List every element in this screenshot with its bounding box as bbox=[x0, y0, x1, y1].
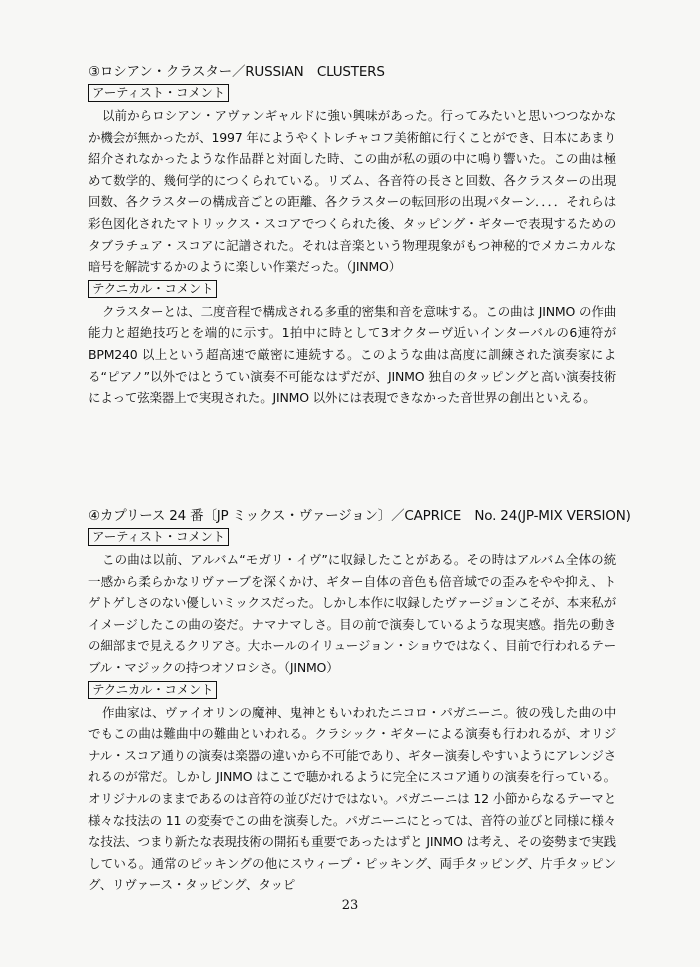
technical-comment-text: 作曲家は、ヴァイオリンの魔神、鬼神ともいわれたニコロ・パガニーニ。彼の残した曲の中でもこの曲は難曲中の難曲といわれる。クラシック・ギターによる演奏も行われるが、オリジナル・スコア通りの演奏は楽器の違いから不可能であり、ギター演奏しやすいようにアレンジされるのが常だ。しかし JINMO はここで聴かれるように完全にスコア通りの演奏を行っている。オリジナルのままであるのは音符の並びだけではない。パガニーニは 12 小節からなるテーマと様々な技法の 11 の変奏でこの曲を演奏した。パガニーニにとっては、音符の並びと同様に様々な技法、つまり新たな表現技術の開拓も重要であったはずと JINMO は考え、その姿勢まで実践している。通常のピッキングの他にスウィープ・ピッキング、両手タッピング、片手タッピング、リヴァース・タッピング、タッピ bbox=[88, 704, 616, 893]
technical-comment-label: テクニカル・コメント bbox=[88, 681, 217, 699]
section-caprice-24 bbox=[88, 506, 631, 896]
section-title: ④カプリース 24 番〔JP ミックス・ヴァージョン〕／CAPRICE No. 24(JP-MIX VERSION) bbox=[88, 508, 631, 524]
artist-comment-text: この曲は以前、アルバム“モガリ・イヴ”に収録したことがある。その時はアルバム全体の統一感から柔らかなリヴァーブを深くかけ、ギター自体の音色も倍音域での歪みをやや抑え、トゲトゲしさのない優しいミックスだった。しかし本作に収録したヴァージョンこそが、本来私がイメージしたこの曲の姿だ。ナマナマしさ。目の前で演奏しているような現実感。指先の動きの細部まで見えるクリアさ。大ホールのイリュージョン・ショウではなく、目前で行われるテーブル・マジックの持つオソロシさ。（JINMO） bbox=[88, 552, 616, 675]
section-russian-clusters bbox=[88, 62, 616, 409]
page-number: 23 bbox=[341, 898, 359, 913]
artist-comment-label: アーティスト・コメント bbox=[88, 84, 229, 102]
section-title: ③ロシアン・クラスター／RUSSIAN CLUSTERS bbox=[88, 64, 385, 80]
technical-comment-label: テクニカル・コメント bbox=[88, 280, 217, 298]
artist-comment-text: 以前からロシアン・アヴァンギャルドに強い興味があった。行ってみたいと思いつつなかなか機会が無かったが、1997 年にようやくトレチャコフ美術館に行くことができ、日本にあまり紹介されなかったような作品群と対面した時、この曲が私の頭の中に鳴り響いた。この曲は極めて数学的、幾何学的につくられている。リズム、各音符の長さと回数、各クラスターの出現回数、各クラスターの構成音ごとの距離、各クラスターの転回形の出現パターン．．．．それらは彩色図化されたマトリックス・スコアでつくられた後、タッピング・ギターで表現するためのタブラチュア・スコアに記譜された。それは音楽という物理現象がもつ神秘的でメカニカルな暗号を解読するかのように楽しい作業だった。（JINMO） bbox=[88, 108, 616, 275]
technical-comment-text: クラスターとは、二度音程で構成される多重的密集和音を意味する。この曲は JINMO の作曲能力と超絶技巧とを端的に示す。1拍中に時として3オクターヴ近いインターバルの6連符が BPM240 以上という超高速で厳密に連続する。このような曲は高度に訓練された演奏家による“ピアノ”以外ではとうてい演奏不可能なはずだが、JINMO 独自のタッピングと高い演奏技術によって弦楽器上で実現された。JINMO 以外には表現できなかった音世界の創出といえる。 bbox=[88, 303, 616, 406]
artist-comment-label: アーティスト・コメント bbox=[88, 528, 229, 546]
